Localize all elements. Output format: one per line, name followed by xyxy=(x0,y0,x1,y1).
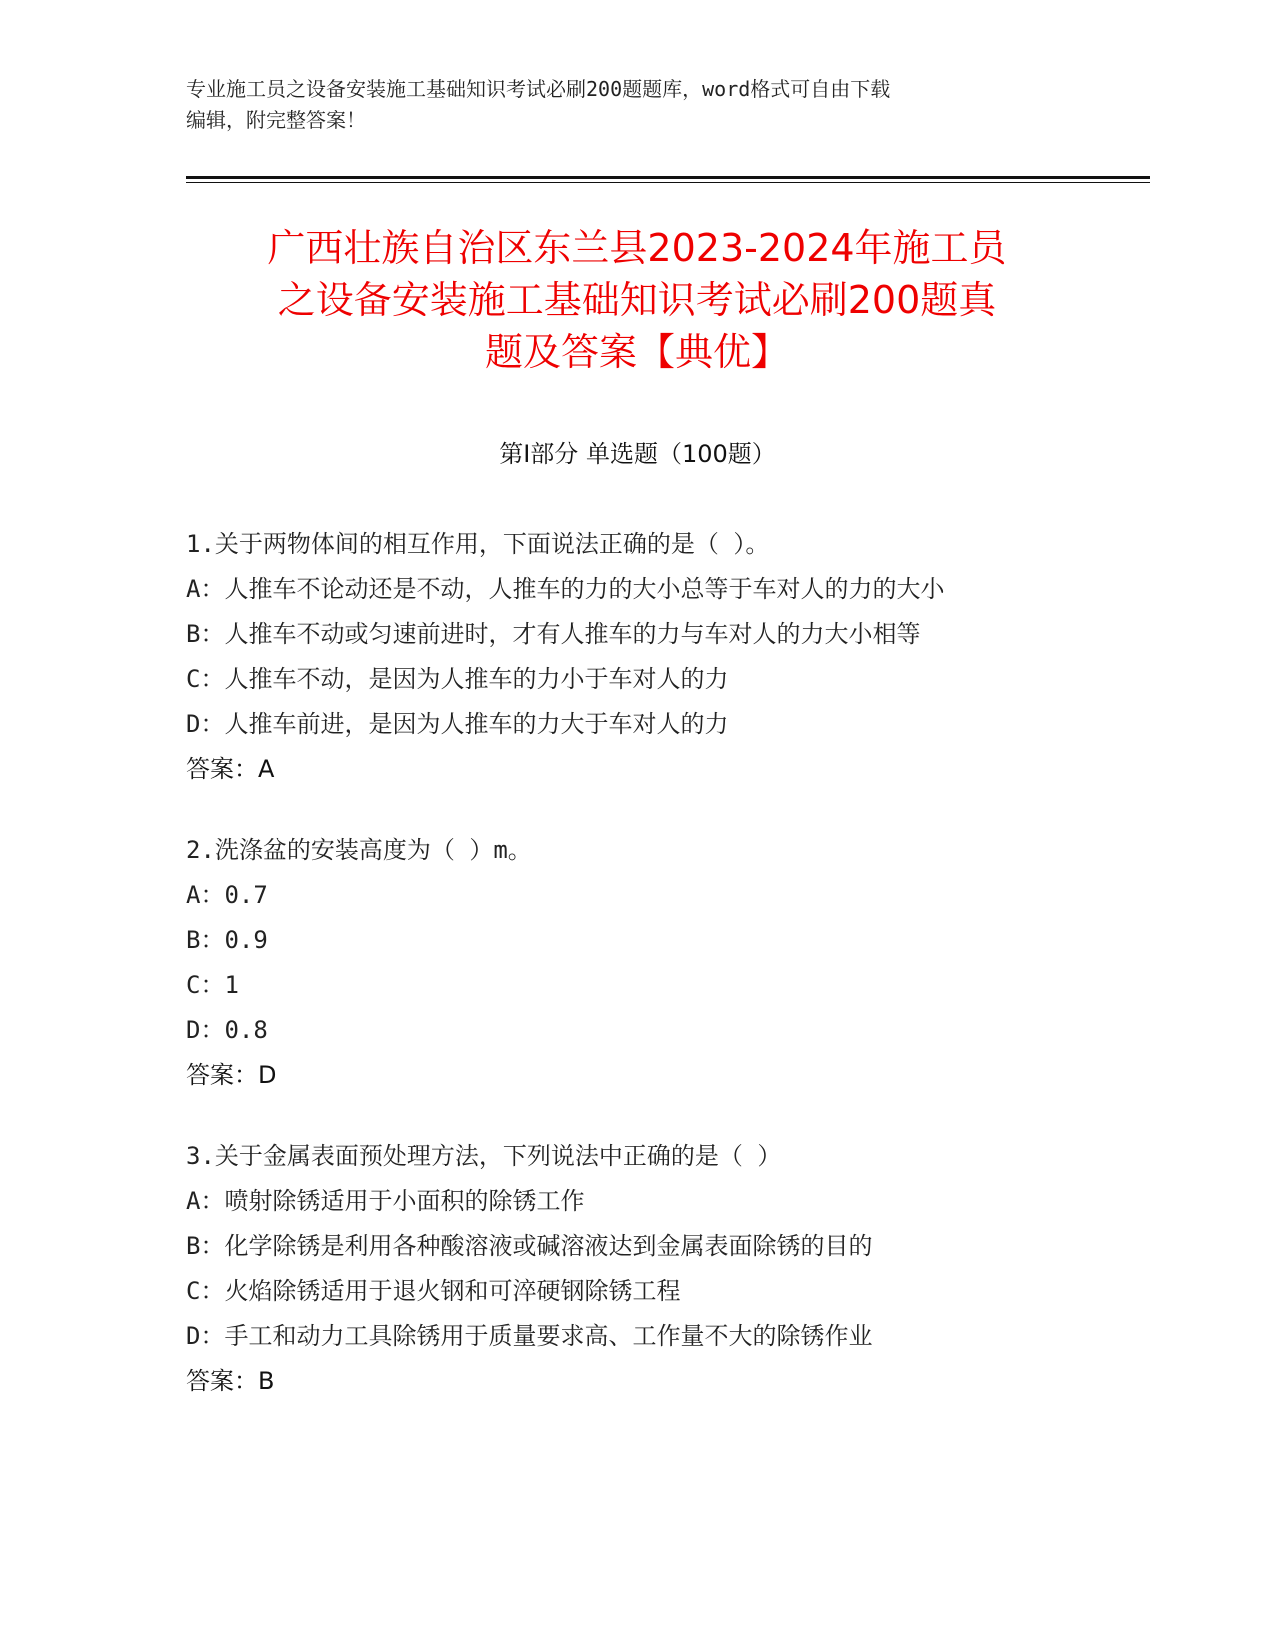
option-d: D：手工和动力工具除锈用于质量要求高、工作量不大的除锈作业 xyxy=(186,1322,873,1350)
option-c: C：火焰除锈适用于退火钢和可淬硬钢除锈工程 xyxy=(186,1277,681,1305)
question-stem: 2.洗涤盆的安装高度为（ ）m。 xyxy=(186,836,532,864)
header-divider-thin xyxy=(186,182,1150,183)
answer: 答案：A xyxy=(186,755,275,783)
question-stem: 3.关于金属表面预处理方法，下列说法中正确的是（ ） xyxy=(186,1142,782,1170)
document-title xyxy=(170,222,1104,378)
option-c: C：1 xyxy=(186,971,239,999)
option-b: B：化学除锈是利用各种酸溶液或碱溶液达到金属表面除锈的目的 xyxy=(186,1232,873,1260)
document-title-line-1: 广西壮族自治区东兰县2023-2024年施工员 xyxy=(267,226,1007,270)
document-title-line-3: 题及答案【典优】 xyxy=(484,330,789,374)
option-a: A：人推车不论动还是不动，人推车的力的大小总等于车对人的力的大小 xyxy=(186,575,945,603)
option-d: D：人推车前进，是因为人推车的力大于车对人的力 xyxy=(186,710,729,738)
option-b: B：人推车不动或匀速前进时，才有人推车的力与车对人的力大小相等 xyxy=(186,620,921,648)
question-stem: 1.关于两物体间的相互作用，下面说法正确的是（ ）。 xyxy=(186,530,770,558)
header-note-line-2: 编辑，附完整答案！ xyxy=(186,108,366,132)
option-c: C：人推车不动，是因为人推车的力小于车对人的力 xyxy=(186,665,729,693)
option-a: A：喷射除锈适用于小面积的除锈工作 xyxy=(186,1187,585,1215)
question-2 xyxy=(186,828,1086,1098)
option-b: B：0.9 xyxy=(186,926,268,954)
section-title: 第Ⅰ部分 单选题（100题） xyxy=(499,440,776,468)
answer: 答案：B xyxy=(186,1367,275,1395)
question-list xyxy=(186,522,1086,1440)
answer: 答案：D xyxy=(186,1061,277,1089)
header-note xyxy=(186,74,1086,136)
option-a: A：0.7 xyxy=(186,881,268,909)
option-d: D：0.8 xyxy=(186,1016,268,1044)
document-title-line-2: 之设备安装施工基础知识考试必刷200题真 xyxy=(277,278,997,322)
question-3 xyxy=(186,1134,1086,1404)
header-divider-thick xyxy=(186,176,1150,179)
question-1 xyxy=(186,522,1086,792)
header-note-line-1: 专业施工员之设备安装施工基础知识考试必刷200题题库，word格式可自由下载 xyxy=(186,77,891,101)
